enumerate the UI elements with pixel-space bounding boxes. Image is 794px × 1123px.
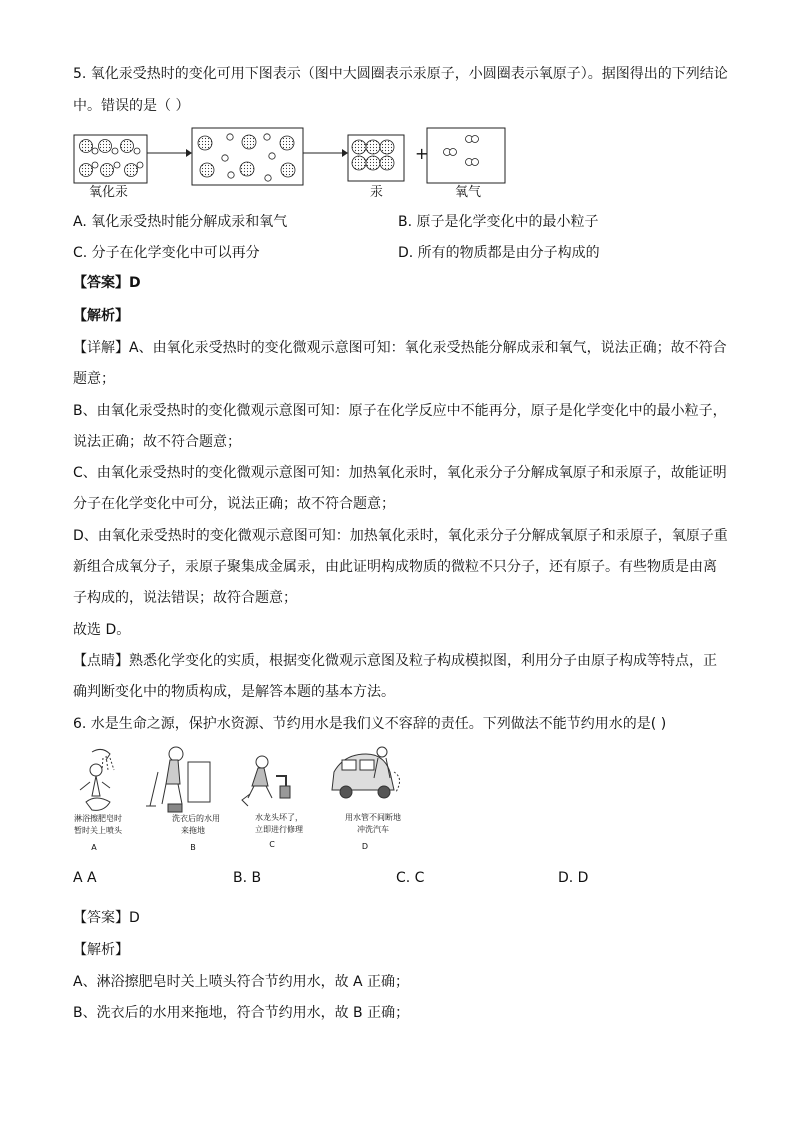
- q5-option-c: C. 分子在化学变化中可以再分: [73, 245, 260, 261]
- q6-illustrations: [0, 742, 794, 852]
- q5-option-b: B. 原子是化学变化中的最小粒子: [398, 214, 599, 230]
- q5-detail-d-2: 新组合成氧分子，汞原子聚集成金属汞，由此证明构成物质的微粒不只分子，还有原子。有些物质是由离: [73, 559, 717, 575]
- q5-detail-d-1: D、由氧化汞受热时的变化微观示意图可知：加热氧化汞时，氧化汞分子分解成氧原子和汞原子，氧原子重: [73, 528, 728, 544]
- q6-option-c: C. C: [396, 870, 425, 886]
- mopping-illustration: [146, 747, 210, 812]
- arrow-2: [303, 149, 348, 157]
- tap-repair-illustration: [242, 756, 290, 806]
- o2-box: [427, 128, 505, 183]
- car-washing-illustration: [332, 747, 400, 798]
- pic-b-letter: B: [190, 843, 196, 852]
- q5-stem-line2: 中。错误的是（ ）: [73, 98, 190, 114]
- q6-stem: 6. 水是生命之源，保护水资源、节约用水是我们义不容辞的责任。下列做法不能节约用水的是( ): [73, 716, 667, 732]
- q5-detail-a-1: 【详解】A、由氧化汞受热时的变化微观示意图可知：氧化汞受热能分解成汞和氧气，说法正确；故不符合: [73, 340, 727, 356]
- q5-detail-b-2: 说法正确；故不符合题意；: [73, 434, 241, 450]
- q6-option-a: A A: [73, 870, 97, 886]
- atoms-box: [192, 128, 303, 185]
- pic-a-caption-2: 暂时关上喷头: [74, 826, 122, 835]
- pic-c-caption-1: 水龙头坏了，: [255, 813, 303, 822]
- q6-option-d: D. D: [558, 870, 589, 886]
- pic-b-caption-2: 来拖地: [181, 826, 205, 835]
- label-o2: 氧气: [455, 185, 482, 200]
- pic-a-letter: A: [91, 843, 97, 852]
- q5-conclusion: 故选 D。: [73, 622, 131, 638]
- q6-detail-a: A、淋浴擦肥皂时关上喷头符合节约用水，故 A 正确；: [73, 974, 410, 990]
- q6-analysis-title: 【解析】: [73, 942, 129, 958]
- pic-d-letter: D: [361, 842, 369, 851]
- q6-detail-b: B、洗衣后的水用来拖地，符合节约用水，故 B 正确；: [73, 1005, 410, 1021]
- q5-stem-line1: 5. 氧化汞受热时的变化可用下图表示（图中大圆圈表示汞原子，小圆圈表示氧原子）。据图得出的下列结论: [73, 66, 728, 82]
- q5-reaction-diagram: [0, 125, 794, 215]
- hgo-box: [74, 135, 147, 183]
- arrow-1: [147, 149, 192, 157]
- label-hg: 汞: [370, 185, 384, 200]
- label-hgo: 氧化汞: [89, 185, 129, 200]
- plus-sign: +: [415, 144, 429, 163]
- q5-detail-b-1: B、由氧化汞受热时的变化微观示意图可知：原子在化学反应中不能再分，原子是化学变化中的最小粒子，: [73, 403, 727, 419]
- q5-detail-c-1: C、由氧化汞受热时的变化微观示意图可知：加热氧化汞时，氧化汞分子分解成氧原子和汞原子，故能证明: [73, 465, 727, 481]
- shower-illustration: [80, 749, 114, 810]
- q5-review-2: 确判断变化中的物质构成，是解答本题的基本方法。: [73, 684, 395, 700]
- q5-review-1: 【点睛】熟悉化学变化的实质，根据变化微观示意图及粒子构成模拟图，利用分子由原子构成等特点，正: [73, 653, 717, 669]
- hg-box: [348, 135, 404, 181]
- pic-b-caption-1: 洗衣后的水用: [172, 814, 220, 823]
- q5-option-d: D. 所有的物质都是由分子构成的: [398, 245, 600, 261]
- q5-detail-a-2: 题意；: [73, 371, 115, 387]
- pic-d-caption-2: 冲洗汽车: [357, 825, 389, 834]
- q6-answer: 【答案】D: [73, 910, 140, 926]
- q5-answer: 【答案】D: [73, 275, 141, 291]
- q5-option-a: A. 氧化汞受热时能分解成汞和氧气: [73, 214, 288, 230]
- q5-detail-d-3: 子构成的，说法错误；故符合题意；: [73, 590, 297, 606]
- q5-analysis-title: 【解析】: [73, 308, 129, 324]
- q6-option-b: B. B: [233, 870, 262, 886]
- pic-c-letter: C: [269, 840, 275, 849]
- pic-c-caption-2: 立即进行修理: [255, 825, 303, 834]
- q5-detail-c-2: 分子在化学变化中可分，说法正确；故不符合题意；: [73, 496, 395, 512]
- pic-a-caption-1: 淋浴擦肥皂时: [74, 814, 122, 823]
- pic-d-caption-1: 用水管不间断地: [345, 813, 401, 822]
